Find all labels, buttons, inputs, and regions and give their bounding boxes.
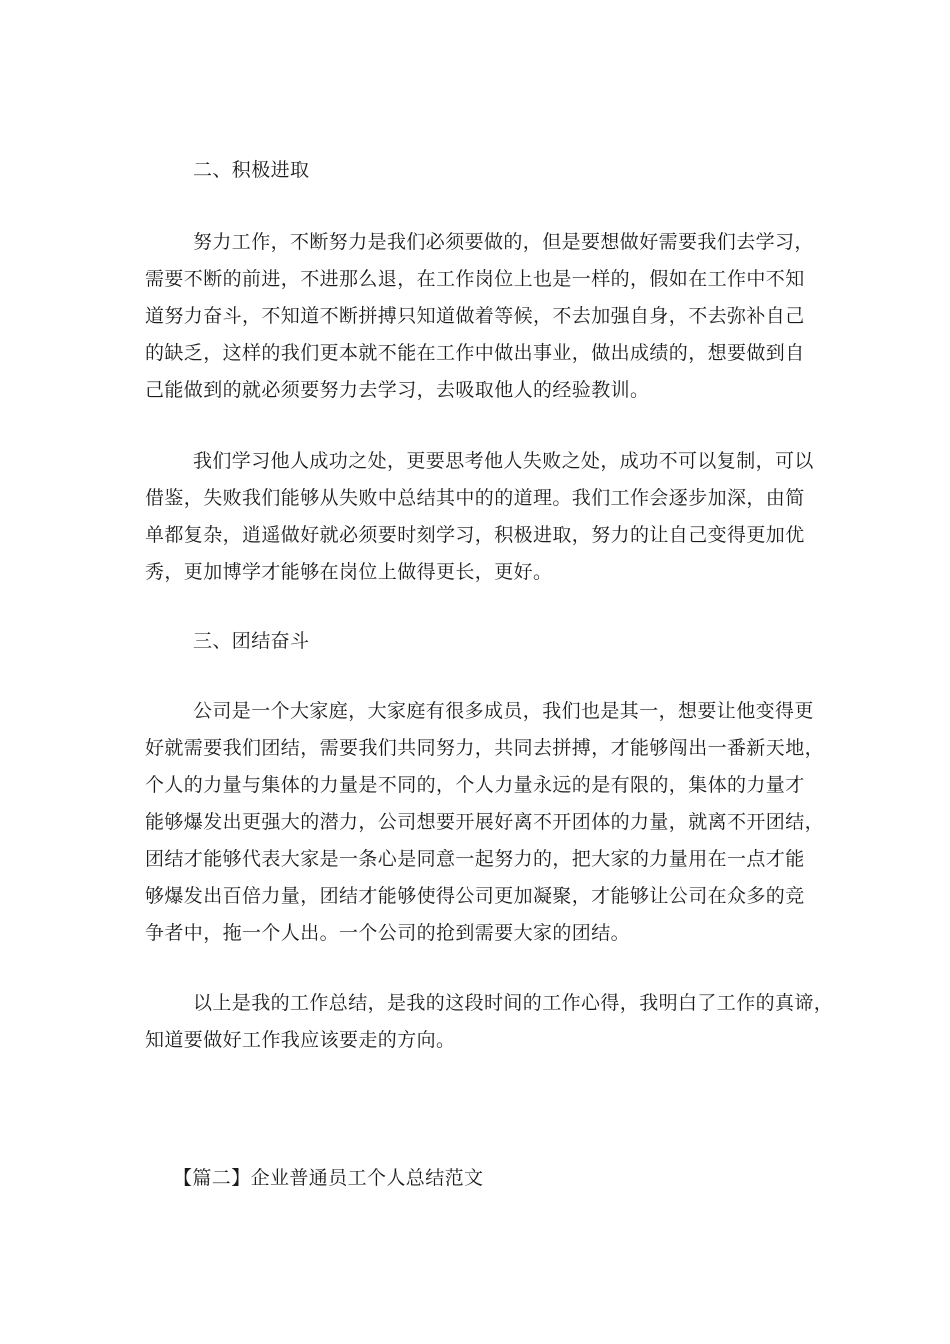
text-line: 能够爆发出更强大的潜力，公司想要开展好离不开团体的力量，就离不开团结， [145,811,825,833]
section-heading-2: 二、积极进取 [193,159,310,181]
text-line: 道努力奋斗，不知道不断拼搏只知道做着等候，不去加强自身，不去弥补自己 [145,305,805,327]
text-line: 个人的力量与集体的力量是不同的，个人力量永远的是有限的，集体的力量才 [145,774,805,796]
text-line: 以上是我的工作总结，是我的这段时间的工作心得，我明白了工作的真谛， [193,992,834,1014]
text-line: 己能做到的就必须要努力去学习，去吸取他人的经验教训。 [145,379,650,401]
text-line: 借鉴，失败我们能够从失败中总结其中的的道理。我们工作会逐步加深，由简 [145,487,805,509]
section-heading-3: 三、团结奋斗 [193,630,310,652]
text-line: 需要不断的前进，不进那么退，在工作岗位上也是一样的，假如在工作中不知 [145,268,805,290]
text-line: 团结才能够代表大家是一条心是同意一起努力的，把大家的力量用在一点才能 [145,848,805,870]
text-line: 够爆发出百倍力量，团结才能够使得公司更加凝聚，才能够让公司在众多的竞 [145,885,805,907]
text-line: 的缺乏，这样的我们更本就不能在工作中做出事业，做出成绩的，想要做到自 [145,342,805,364]
text-line: 秀，更加博学才能够在岗位上做得更长，更好。 [145,561,553,583]
next-article-title: 【篇二】企业普通员工个人总结范文 [173,1167,484,1189]
text-line: 争者中，拖一个人出。一个公司的抢到需要大家的团结。 [145,922,631,944]
text-line: 知道要做好工作我应该要走的方向。 [145,1029,456,1051]
text-line: 好就需要我们团结，需要我们共同努力，共同去拼搏，才能够闯出一番新天地， [145,737,825,759]
text-line: 我们学习他人成功之处，更要思考他人失败之处，成功不可以复制，可以 [193,450,814,472]
text-line: 公司是一个大家庭，大家庭有很多成员，我们也是其一，想要让他变得更 [193,700,814,722]
text-line: 单都复杂，逍遥做好就必须要时刻学习，积极进取，努力的让自己变得更加优 [145,524,805,546]
text-line: 努力工作，不断努力是我们必须要做的，但是要想做好需要我们去学习， [193,231,814,253]
